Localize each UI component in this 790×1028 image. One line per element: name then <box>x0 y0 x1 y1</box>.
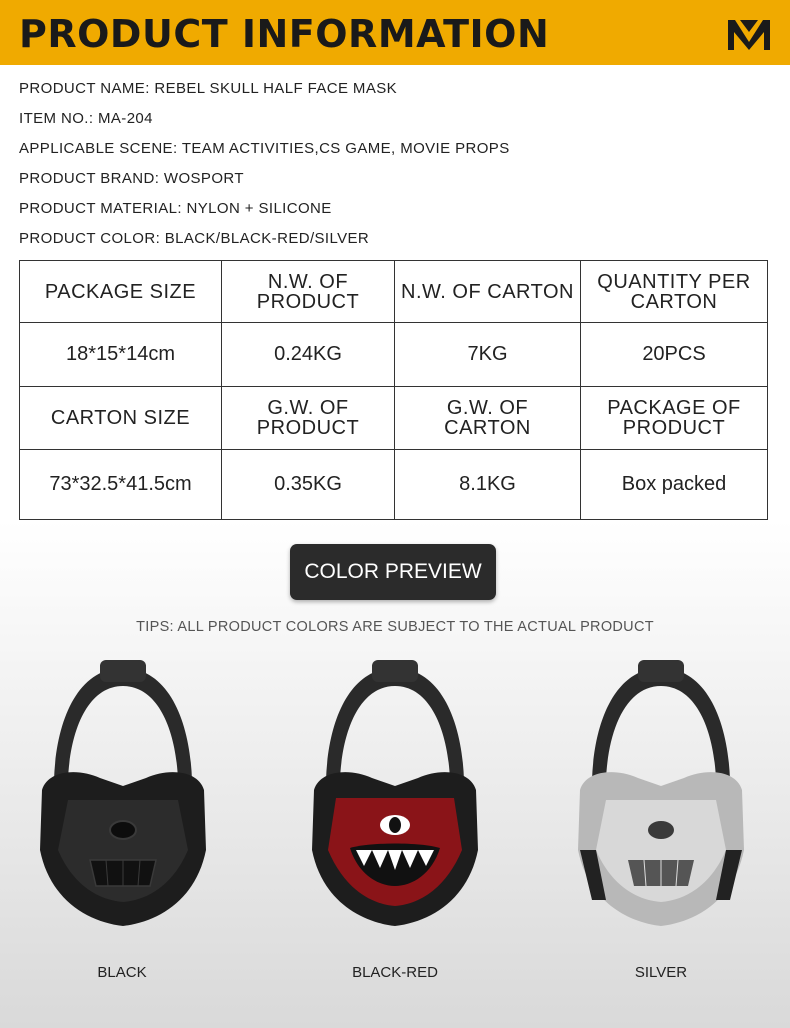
header-nw-product: N.W. OF PRODUCT <box>222 261 395 323</box>
value-gw-carton: 8.1KG <box>395 449 581 519</box>
variant-label-black-red: BLACK-RED <box>352 964 438 981</box>
value-gw-product: 0.35KG <box>222 449 395 519</box>
value-package-size: 18*15*14cm <box>20 323 222 387</box>
header-carton-size: CARTON SIZE <box>20 387 222 449</box>
info-product-material: PRODUCT MATERIAL: NYLON + SILICONE <box>19 200 332 217</box>
info-product-brand: PRODUCT BRAND: WOSPORT <box>19 170 244 187</box>
info-item-no: ITEM NO.: MA-204 <box>19 110 153 127</box>
header-gw-carton: G.W. OF CARTON <box>395 387 581 449</box>
table-row <box>20 449 768 519</box>
variant-label-black: BLACK <box>97 964 147 981</box>
header-bar <box>0 0 790 65</box>
tips-text: TIPS: ALL PRODUCT COLORS ARE SUBJECT TO THE ACTUAL PRODUCT <box>136 619 654 635</box>
table-row <box>20 261 768 323</box>
header-nw-carton: N.W. OF CARTON <box>395 261 581 323</box>
table-row <box>20 387 768 449</box>
value-nw-product: 0.24KG <box>222 323 395 387</box>
silver-mask-image <box>566 660 756 935</box>
w-logo-icon <box>726 16 772 52</box>
header-package-size: PACKAGE SIZE <box>20 261 222 323</box>
header-quantity-per-carton: QUANTITY PER CARTON <box>581 261 768 323</box>
info-applicable-scene: APPLICABLE SCENE: TEAM ACTIVITIES,CS GAME, MOVIE PROPS <box>19 140 510 157</box>
product-info <box>19 78 510 258</box>
info-product-color: PRODUCT COLOR: BLACK/BLACK-RED/SILVER <box>19 230 370 247</box>
black-mask-image <box>28 660 218 935</box>
header-package-of-product: PACKAGE OF PRODUCT <box>581 387 768 449</box>
value-nw-carton: 7KG <box>395 323 581 387</box>
black-red-mask-image <box>300 660 490 935</box>
variant-label-silver: SILVER <box>634 964 688 981</box>
value-carton-size: 73*32.5*41.5cm <box>20 449 222 519</box>
table-row <box>20 323 768 387</box>
value-package-of-product: Box packed <box>581 449 768 519</box>
specs-table <box>19 260 768 520</box>
header-gw-product: G.W. OF PRODUCT <box>222 387 395 449</box>
color-preview-button[interactable]: COLOR PREVIEW <box>290 544 496 600</box>
page-title: PRODUCT INFORMATION <box>19 12 550 56</box>
info-product-name: PRODUCT NAME: REBEL SKULL HALF FACE MASK <box>19 80 398 97</box>
value-quantity-per-carton: 20PCS <box>581 323 768 387</box>
